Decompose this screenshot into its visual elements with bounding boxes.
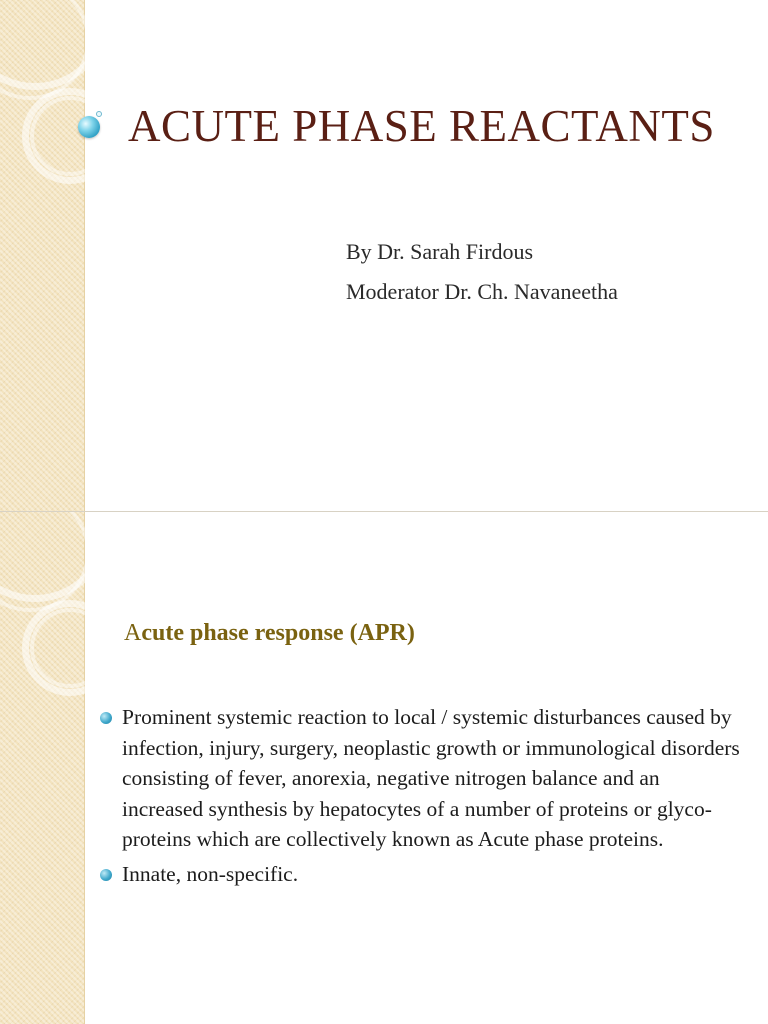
- decorative-ring: [30, 96, 110, 176]
- small-bubble-icon: [96, 111, 102, 117]
- decorative-ring: [0, 0, 90, 100]
- bullet-text: Innate, non-specific.: [122, 861, 299, 886]
- bullet-icon: [100, 712, 112, 724]
- moderator-line: Moderator Dr. Ch. Navaneetha: [346, 279, 618, 304]
- bullet-icon: [100, 869, 112, 881]
- slide-content: [0, 512, 768, 1024]
- heading-first-letter: A: [124, 620, 142, 646]
- slide-title-text: ACUTE PHASE REACTANTS: [128, 101, 715, 151]
- list-item: [100, 859, 740, 890]
- author-line: By Dr. Sarah Firdous: [346, 239, 533, 264]
- decorative-side-strip: [0, 0, 85, 512]
- decorative-side-strip: [0, 512, 85, 1024]
- decorative-ring: [0, 512, 90, 612]
- decorative-ring: [30, 608, 110, 688]
- bubble-icon: [78, 116, 100, 138]
- bullet-list: [100, 702, 740, 893]
- list-item: [100, 702, 740, 855]
- heading-text: cute phase response (APR): [141, 620, 415, 646]
- bullet-text: Prominent systemic reaction to local / systemic disturbances caused by infection, injury, surgery, neoplastic growth or immunological disorders consisting of fever, anorexia, negative nitrogen balance and an increased synthesis by hepatocytes of a number of proteins or glyco-proteins which are collectively known as Acute phase proteins.: [122, 705, 740, 851]
- byline: [346, 232, 618, 312]
- section-heading: [124, 620, 415, 647]
